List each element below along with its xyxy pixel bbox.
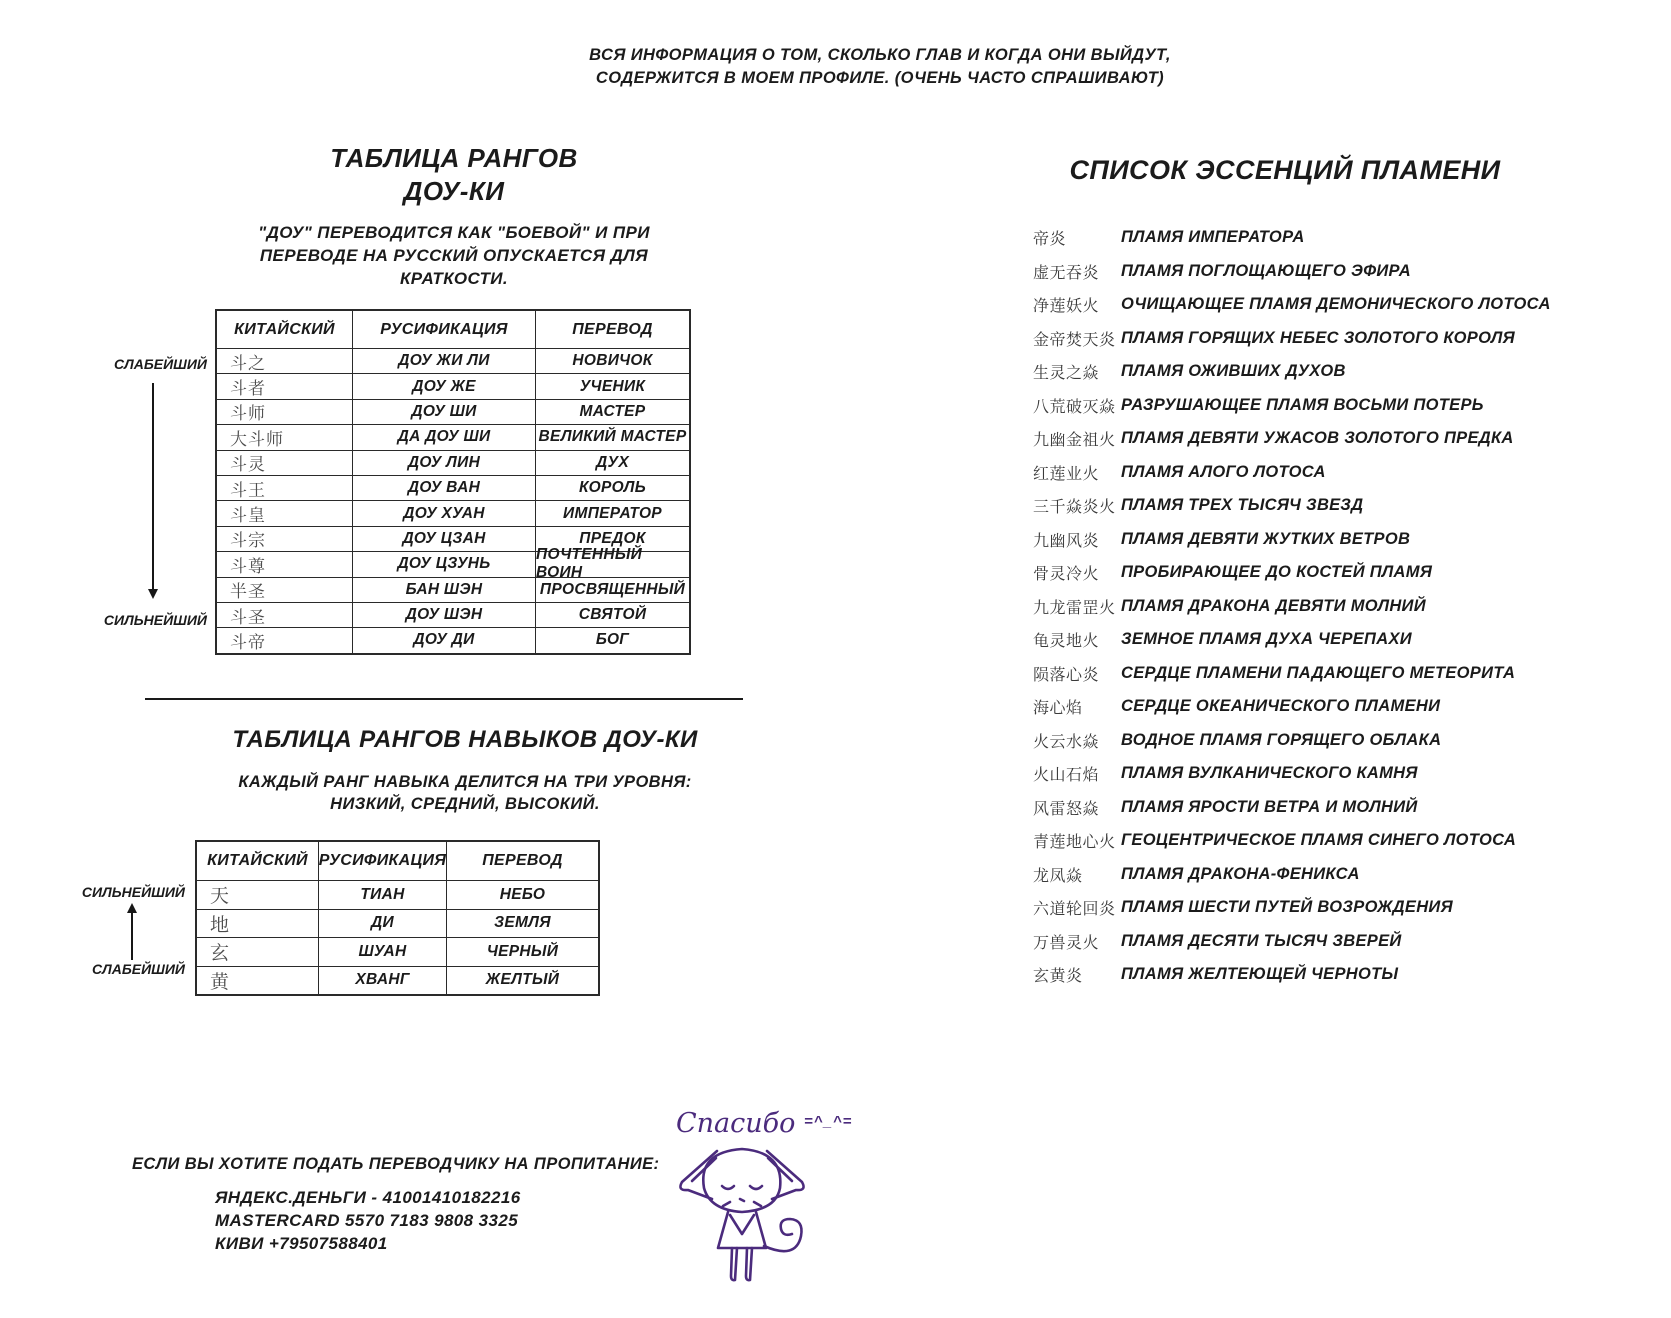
flame-russian-name: ПЛАМЯ ПОГЛОЩАЮЩЕГО ЭФИРА <box>1121 261 1412 280</box>
dou-qi-rank-table <box>215 309 691 655</box>
flame-list-item <box>1033 221 1593 255</box>
flame-chinese-name: 三千焱炎火 <box>1033 499 1116 517</box>
table-row <box>217 475 689 500</box>
flame-russian-name: ПЛАМЯ ДЕВЯТИ ЖУТКИХ ВЕТРОВ <box>1121 529 1411 548</box>
cell-rusification: ДОУ ШЭН <box>352 603 535 627</box>
cell-chinese: 斗皇 <box>230 506 266 526</box>
flame-list-item <box>1033 288 1593 322</box>
arrow-up-icon <box>131 912 133 960</box>
donation-details <box>215 1186 521 1255</box>
cell-translation: КОРОЛЬ <box>535 476 689 500</box>
flame-chinese-name: 金帝焚天炎 <box>1033 331 1116 349</box>
flame-list-item <box>1033 891 1593 925</box>
top-note-line1: ВСЯ ИНФОРМАЦИЯ О ТОМ, СКОЛЬКО ГЛАВ И КОГДА ОНИ ВЫЙДУТ, <box>589 46 1171 64</box>
rank-strongest-label: СИЛЬНЕЙШИЙ <box>103 612 207 628</box>
thanks-text: Спасибо <box>676 1108 796 1139</box>
rank-table-title <box>215 142 693 208</box>
flame-chinese-name: 骨灵冷火 <box>1033 566 1100 584</box>
cell-chinese: 玄 <box>210 943 231 965</box>
cell-rusification: ДОУ ЦЗАН <box>352 527 535 551</box>
rank-table-subtitle: "ДОУ" ПЕРЕВОДИТСЯ КАК "БОЕВОЙ" И ПРИ ПЕРЕВОДЕ НА РУССКИЙ ОПУСКАЕТСЯ ДЛЯ КРАТКОСТИ. <box>258 223 650 288</box>
flame-list-item <box>1033 489 1593 523</box>
flame-chinese-name: 龟灵地火 <box>1033 633 1100 651</box>
flame-chinese-name: 生灵之焱 <box>1033 365 1100 383</box>
cell-chinese: 天 <box>210 886 231 908</box>
skill-weakest-label: СЛАБЕЙШИЙ <box>91 961 185 977</box>
cell-chinese: 斗尊 <box>230 556 266 576</box>
flame-chinese-name: 虚无吞炎 <box>1033 264 1100 282</box>
flame-russian-name: ПЛАМЯ ДЕСЯТИ ТЫСЯЧ ЗВЕРЕЙ <box>1121 931 1402 950</box>
cell-chinese: 大斗师 <box>230 429 284 449</box>
flame-russian-name: СЕРДЦЕ ПЛАМЕНИ ПАДАЮЩЕГО МЕТЕОРИТА <box>1121 663 1516 682</box>
flame-russian-name: ПЛАМЯ ДРАКОНА ДЕВЯТИ МОЛНИЙ <box>1121 596 1426 615</box>
cell-chinese: 斗之 <box>230 353 266 373</box>
flame-chinese-name: 净莲妖火 <box>1033 298 1100 316</box>
header-chinese: КИТАЙСКИЙ <box>234 320 335 338</box>
flame-list-item <box>1033 590 1593 624</box>
table-row <box>197 880 598 909</box>
donation-qiwi: КИВИ +79507588401 <box>215 1234 388 1253</box>
skill-strongest-label: СИЛЬНЕЙШИЙ <box>81 884 185 900</box>
flame-list-item <box>1033 724 1593 758</box>
flame-list-item <box>1033 556 1593 590</box>
flame-list-title: СПИСОК ЭССЕНЦИЙ ПЛАМЕНИ <box>1069 155 1501 185</box>
flame-chinese-name: 红莲业火 <box>1033 465 1100 483</box>
cell-rusification: ТИАН <box>318 881 446 909</box>
cell-translation: СВЯТОЙ <box>535 603 689 627</box>
flame-chinese-name: 八荒破灭焱 <box>1033 398 1116 416</box>
table-row <box>197 909 598 938</box>
rank-weakest-label: СЛАБЕЙШИЙ <box>113 356 207 372</box>
cell-chinese: 斗宗 <box>230 531 266 551</box>
cell-translation: НЕБО <box>446 881 598 909</box>
top-note <box>560 44 1200 90</box>
flame-russian-name: ГЕОЦЕНТРИЧЕСКОЕ ПЛАМЯ СИНЕГО ЛОТОСА <box>1121 831 1517 850</box>
cell-chinese: 斗师 <box>230 404 266 424</box>
table-row <box>217 424 689 449</box>
cell-translation: МАСТЕР <box>535 400 689 424</box>
flame-chinese-name: 九龙雷罡火 <box>1033 599 1116 617</box>
flame-list-item <box>1033 523 1593 557</box>
cell-translation: БОГ <box>535 628 689 652</box>
cell-rusification: ДОУ ШИ <box>352 400 535 424</box>
cell-chinese: 黄 <box>210 971 231 993</box>
dou-qi-skill-rank-table <box>195 840 600 996</box>
donation-yandex: ЯНДЕКС.ДЕНЬГИ - 41001410182216 <box>215 1188 521 1207</box>
table-row <box>197 937 598 966</box>
header-chinese: КИТАЙСКИЙ <box>207 852 308 869</box>
flame-list-item <box>1033 623 1593 657</box>
flame-russian-name: РАЗРУШАЮЩЕЕ ПЛАМЯ ВОСЬМИ ПОТЕРЬ <box>1121 395 1484 414</box>
cell-translation: ПРОСВЯЩЕННЫЙ <box>535 578 689 602</box>
cell-rusification: БАН ШЭН <box>352 578 535 602</box>
flame-russian-name: ПЛАМЯ ИМПЕРАТОРА <box>1121 228 1305 247</box>
cell-rusification: ДОУ ЖИ ЛИ <box>352 349 535 373</box>
rank-table-title-line2: ДОУ-КИ <box>403 176 505 206</box>
flame-russian-name: ПЛАМЯ ШЕСТИ ПУТЕЙ ВОЗРОЖДЕНИЯ <box>1121 898 1453 917</box>
skill-table-body <box>197 880 598 994</box>
flame-russian-name: СЕРДЦЕ ОКЕАНИЧЕСКОГО ПЛАМЕНИ <box>1121 697 1441 716</box>
flame-russian-name: ПЛАМЯ ДЕВЯТИ УЖАСОВ ЗОЛОТОГО ПРЕДКА <box>1121 429 1514 448</box>
flame-russian-name: ПРОБИРАЮЩЕЕ ДО КОСТЕЙ ПЛАМЯ <box>1121 563 1433 582</box>
table-row <box>217 450 689 475</box>
header-translation: ПЕРЕВОД <box>535 311 689 348</box>
cell-chinese: 地 <box>210 914 231 936</box>
cell-translation: УЧЕНИК <box>535 374 689 398</box>
flame-russian-name: ПЛАМЯ ДРАКОНА-ФЕНИКСА <box>1121 864 1360 883</box>
flame-chinese-name: 青莲地心火 <box>1033 834 1116 852</box>
cell-translation: ПОЧТЕННЫЙ ВОИН <box>535 552 689 576</box>
flame-chinese-name: 万兽灵火 <box>1033 934 1100 952</box>
flame-chinese-name: 火云水焱 <box>1033 733 1100 751</box>
rank-table-body <box>217 348 689 653</box>
table-row <box>217 602 689 627</box>
flame-list-item <box>1033 858 1593 892</box>
flame-chinese-name: 火山石焰 <box>1033 767 1100 785</box>
flame-russian-name: ОЧИЩАЮЩЕЕ ПЛАМЯ ДЕМОНИЧЕСКОГО ЛОТОСА <box>1121 295 1551 314</box>
flame-chinese-name: 风雷怒焱 <box>1033 800 1100 818</box>
top-note-line2: СОДЕРЖИТСЯ В МОЕМ ПРОФИЛЕ. (ОЧЕНЬ ЧАСТО СПРАШИВАЮТ) <box>595 69 1165 87</box>
cell-chinese: 半圣 <box>230 582 266 602</box>
flame-russian-name: ЗЕМНОЕ ПЛАМЯ ДУХА ЧЕРЕПАХИ <box>1121 630 1412 649</box>
flame-russian-name: ВОДНОЕ ПЛАМЯ ГОРЯЩЕГО ОБЛАКА <box>1121 730 1442 749</box>
table-row <box>217 500 689 525</box>
cell-rusification: ДОУ ЦЗУНЬ <box>352 552 535 576</box>
cell-chinese: 斗王 <box>230 480 266 500</box>
cell-translation: ЖЕЛТЫЙ <box>446 967 598 995</box>
flame-list-item <box>1033 657 1593 691</box>
flame-list-item <box>1033 456 1593 490</box>
cell-rusification: ДОУ ДИ <box>352 628 535 652</box>
cell-rusification: ДОУ ЛИН <box>352 451 535 475</box>
header-rusification: РУСИФИКАЦИЯ <box>318 842 446 880</box>
table-row <box>217 627 689 652</box>
rank-table-title-line1: ТАБЛИЦА РАНГОВ <box>330 143 578 173</box>
flame-russian-name: ПЛАМЯ ГОРЯЩИХ НЕБЕС ЗОЛОТОГО КОРОЛЯ <box>1121 328 1515 347</box>
cell-translation: НОВИЧОК <box>535 349 689 373</box>
flame-russian-name: ПЛАМЯ ВУЛКАНИЧЕСКОГО КАМНЯ <box>1121 764 1418 783</box>
flame-chinese-name: 六道轮回炎 <box>1033 901 1116 919</box>
table-row <box>197 966 598 995</box>
flame-russian-name: ПЛАМЯ ТРЕХ ТЫСЯЧ ЗВЕЗД <box>1121 496 1364 515</box>
cell-rusification: ДА ДОУ ШИ <box>352 425 535 449</box>
cell-rusification: ДОУ ВАН <box>352 476 535 500</box>
cell-rusification: ХВАНГ <box>318 967 446 995</box>
arrow-down-head-icon <box>148 589 158 599</box>
flame-list-item <box>1033 355 1593 389</box>
table-row <box>217 348 689 373</box>
table-row <box>217 577 689 602</box>
cat-mascot-icon <box>662 1136 822 1296</box>
cell-translation: ДУХ <box>535 451 689 475</box>
cell-chinese: 斗者 <box>230 379 266 399</box>
flame-list-item <box>1033 255 1593 289</box>
cat-emoticon: =^_^= <box>803 1113 853 1130</box>
thanks-note <box>676 1108 852 1139</box>
cell-chinese: 斗圣 <box>230 607 266 627</box>
support-intro: ЕСЛИ ВЫ ХОТИТЕ ПОДАТЬ ПЕРЕВОДЧИКУ НА ПРОПИТАНИЕ: <box>132 1155 660 1173</box>
table-row <box>217 399 689 424</box>
flame-chinese-name: 陨落心炎 <box>1033 666 1100 684</box>
table-row <box>217 546 689 582</box>
donation-mastercard: MASTERCARD 5570 7183 9808 3325 <box>215 1211 519 1230</box>
flame-list <box>1033 221 1593 992</box>
cell-rusification: ДОУ ХУАН <box>352 501 535 525</box>
cell-rusification: ШУАН <box>318 938 446 966</box>
header-translation: ПЕРЕВОД <box>446 842 598 880</box>
arrow-down-icon <box>152 383 154 589</box>
flame-list-item <box>1033 690 1593 724</box>
flame-list-item <box>1033 925 1593 959</box>
flame-chinese-name: 九幽风炎 <box>1033 532 1100 550</box>
flame-russian-name: ПЛАМЯ ОЖИВШИХ ДУХОВ <box>1121 362 1346 381</box>
flame-list-item <box>1033 958 1593 992</box>
cell-chinese: 斗灵 <box>230 455 266 475</box>
flame-chinese-name: 九幽金祖火 <box>1033 432 1116 450</box>
flame-russian-name: ПЛАМЯ ЖЕЛТЕЮЩЕЙ ЧЕРНОТЫ <box>1121 965 1399 984</box>
cell-chinese: 斗帝 <box>230 633 266 652</box>
skill-table-title: ТАБЛИЦА РАНГОВ НАВЫКОВ ДОУ-КИ <box>232 726 698 753</box>
cell-translation: ИМПЕРАТОР <box>535 501 689 525</box>
cell-translation: ПРЕДОК <box>535 527 689 551</box>
skill-table-header-row <box>197 842 598 880</box>
section-divider <box>145 698 743 700</box>
flame-list-item <box>1033 824 1593 858</box>
cell-translation: ВЕЛИКИЙ МАСТЕР <box>535 425 689 449</box>
flame-chinese-name: 帝炎 <box>1033 231 1067 249</box>
cell-rusification: ДОУ ЖЕ <box>352 374 535 398</box>
flame-list-item <box>1033 757 1593 791</box>
flame-list-item <box>1033 422 1593 456</box>
skill-table-subtitle: КАЖДЫЙ РАНГ НАВЫКА ДЕЛИТСЯ НА ТРИ УРОВНЯ: НИЗКИЙ, СРЕДНИЙ, ВЫСОКИЙ. <box>238 773 692 813</box>
flame-chinese-name: 龙凤焱 <box>1033 867 1083 885</box>
table-row <box>217 373 689 398</box>
cell-rusification: ДИ <box>318 910 446 938</box>
cell-translation: ЗЕМЛЯ <box>446 910 598 938</box>
flame-chinese-name: 玄黄炎 <box>1033 968 1083 986</box>
rank-table-header-row <box>217 311 689 348</box>
flame-list-item <box>1033 389 1593 423</box>
flame-list-item <box>1033 791 1593 825</box>
flame-russian-name: ПЛАМЯ ЯРОСТИ ВЕТРА И МОЛНИЙ <box>1121 797 1418 816</box>
flame-chinese-name: 海心焰 <box>1033 700 1083 718</box>
flame-russian-name: ПЛАМЯ АЛОГО ЛОТОСА <box>1121 462 1326 481</box>
flame-list-item <box>1033 322 1593 356</box>
header-rusification: РУСИФИКАЦИЯ <box>352 311 535 348</box>
cell-translation: ЧЕРНЫЙ <box>446 938 598 966</box>
